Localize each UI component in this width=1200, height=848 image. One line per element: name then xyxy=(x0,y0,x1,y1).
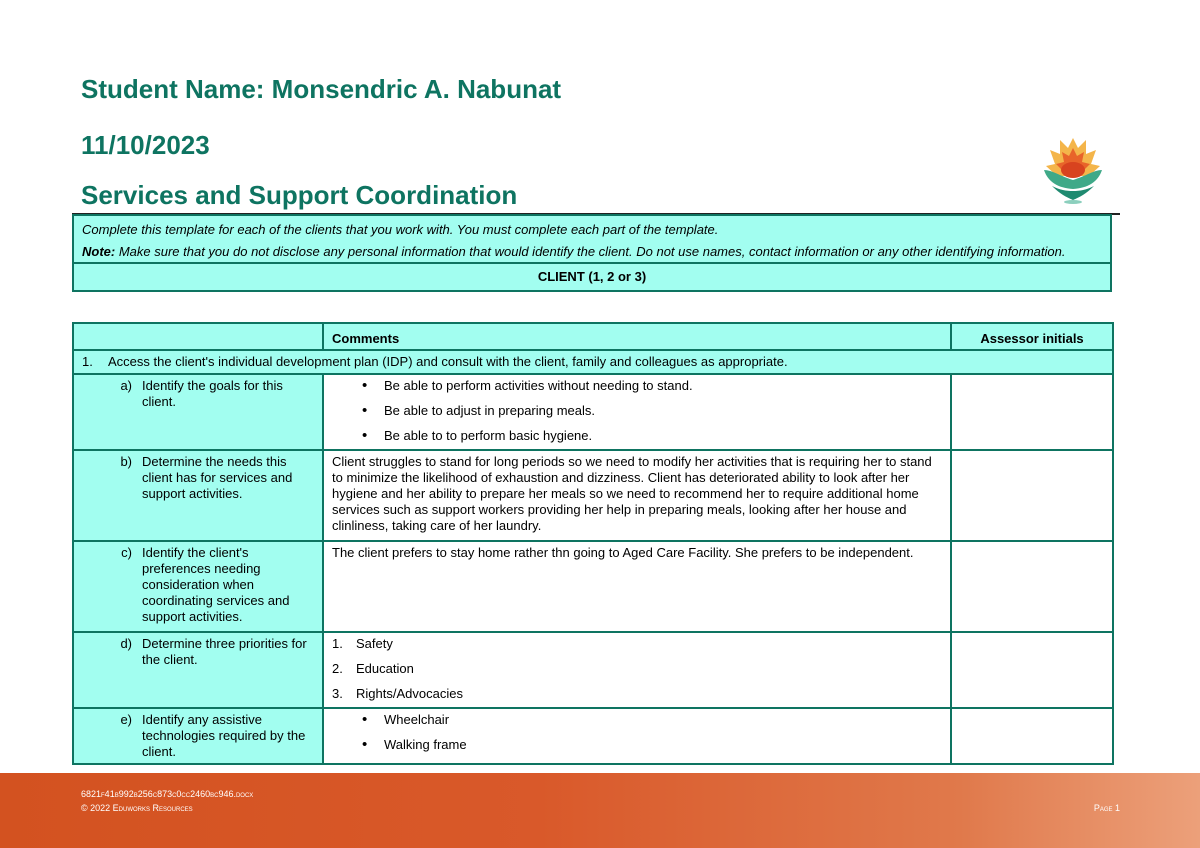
section-row xyxy=(73,350,1113,374)
question-text: Determine three priorities for the client. xyxy=(142,636,307,667)
question-cell xyxy=(73,632,323,708)
header-assessor: Assessor initials xyxy=(951,323,1113,350)
question-text: Identify any assistive technologies required by the client. xyxy=(142,712,306,759)
header-comments: Comments xyxy=(323,323,951,350)
list-item: • Walking frame xyxy=(332,737,942,753)
question-cell xyxy=(73,708,323,764)
list-text: Education xyxy=(356,661,414,676)
list-item xyxy=(332,636,942,652)
header-task xyxy=(73,323,323,350)
comment-cell[interactable]: The client prefers to stay home rather thn going to Aged Care Facility. She prefers to be independent. xyxy=(323,541,951,632)
list-item: • Wheelchair xyxy=(332,712,942,728)
section-1-cell xyxy=(73,350,1113,374)
question-cell xyxy=(73,541,323,632)
list-item xyxy=(332,661,942,677)
footer-page-number: Page 1 xyxy=(1093,803,1120,813)
question-text: Identify the client's preferences needing consideration when coordinating services and support activities. xyxy=(142,545,290,624)
table-row xyxy=(73,541,1113,632)
list-item: • Be able to to perform basic hygiene. xyxy=(332,428,942,444)
comment-cell[interactable]: Client struggles to stand for long periods so we need to modify her activities that is requiring her to stand to minimize the likelihood of exhaustion and dizziness. Client has deteriorated ability to look after her hygiene and her ability to prepare her meals so we need to recommend her to require additional home services such as support workers providing her help in preparing meals, looking after her house and clinliness, taking care of her laundry. xyxy=(323,450,951,541)
assessor-initials-cell[interactable] xyxy=(951,541,1113,632)
table-row xyxy=(73,450,1113,541)
note-text xyxy=(82,244,1102,260)
student-name: Student Name: Monsendric A. Nabunat xyxy=(81,74,562,104)
table-row xyxy=(73,708,1113,764)
list-number: 3. xyxy=(332,686,343,701)
row-label: a) xyxy=(120,378,132,393)
table-header-row xyxy=(73,323,1113,350)
question-text: Determine the needs this client has for services and support activities. xyxy=(142,454,293,501)
section-number: 1. xyxy=(82,354,93,369)
assessor-initials-cell[interactable] xyxy=(951,374,1113,450)
question-cell xyxy=(73,450,323,541)
note-label: Note: xyxy=(82,244,116,259)
assessor-initials-cell[interactable] xyxy=(951,708,1113,764)
table-row xyxy=(73,632,1113,708)
intro-table xyxy=(72,214,1112,292)
list-text: Safety xyxy=(356,636,393,651)
list-item xyxy=(332,686,942,702)
row-label: d) xyxy=(120,636,132,651)
list-number: 1. xyxy=(332,636,343,651)
page-footer xyxy=(0,773,1200,848)
instruction-text: Complete this template for each of the clients that you work with. You must complete each part of the template. xyxy=(82,222,719,237)
section-title: Services and Support Coordination xyxy=(81,180,518,210)
assessor-initials-cell[interactable] xyxy=(951,632,1113,708)
list-number: 2. xyxy=(332,661,343,676)
comment-cell[interactable] xyxy=(323,708,951,764)
footer-file-id: 6821f41b992b256c873c0cc2460bc946.docx xyxy=(81,789,254,799)
row-label: b) xyxy=(120,454,132,469)
section-text: Access the client's individual development plan (IDP) and consult with the client, family and colleagues as appropriate. xyxy=(108,354,788,369)
row-label: e) xyxy=(120,712,132,727)
row-label: c) xyxy=(121,545,132,560)
flower-logo-icon xyxy=(1042,134,1104,204)
footer-copyright: © 2022 Eduworks Resources xyxy=(81,803,193,813)
client-label: CLIENT (1, 2 or 3) xyxy=(73,263,1111,291)
list-item: • Be able to adjust in preparing meals. xyxy=(332,403,942,419)
question-text: Identify the goals for this client. xyxy=(142,378,283,409)
comment-cell[interactable] xyxy=(323,374,951,450)
document-date: 11/10/2023 xyxy=(81,130,210,160)
assessor-initials-cell[interactable] xyxy=(951,450,1113,541)
coordination-table xyxy=(72,322,1114,765)
comment-cell[interactable] xyxy=(323,632,951,708)
list-text: Rights/Advocacies xyxy=(356,686,463,701)
instructions-cell xyxy=(73,215,1111,263)
note-body: Make sure that you do not disclose any personal information that would identify the client. Do not use names, contact information or any other identifying information. xyxy=(115,244,1066,259)
list-item: • Be able to perform activities without needing to stand. xyxy=(332,378,942,394)
question-cell xyxy=(73,374,323,450)
table-row xyxy=(73,374,1113,450)
